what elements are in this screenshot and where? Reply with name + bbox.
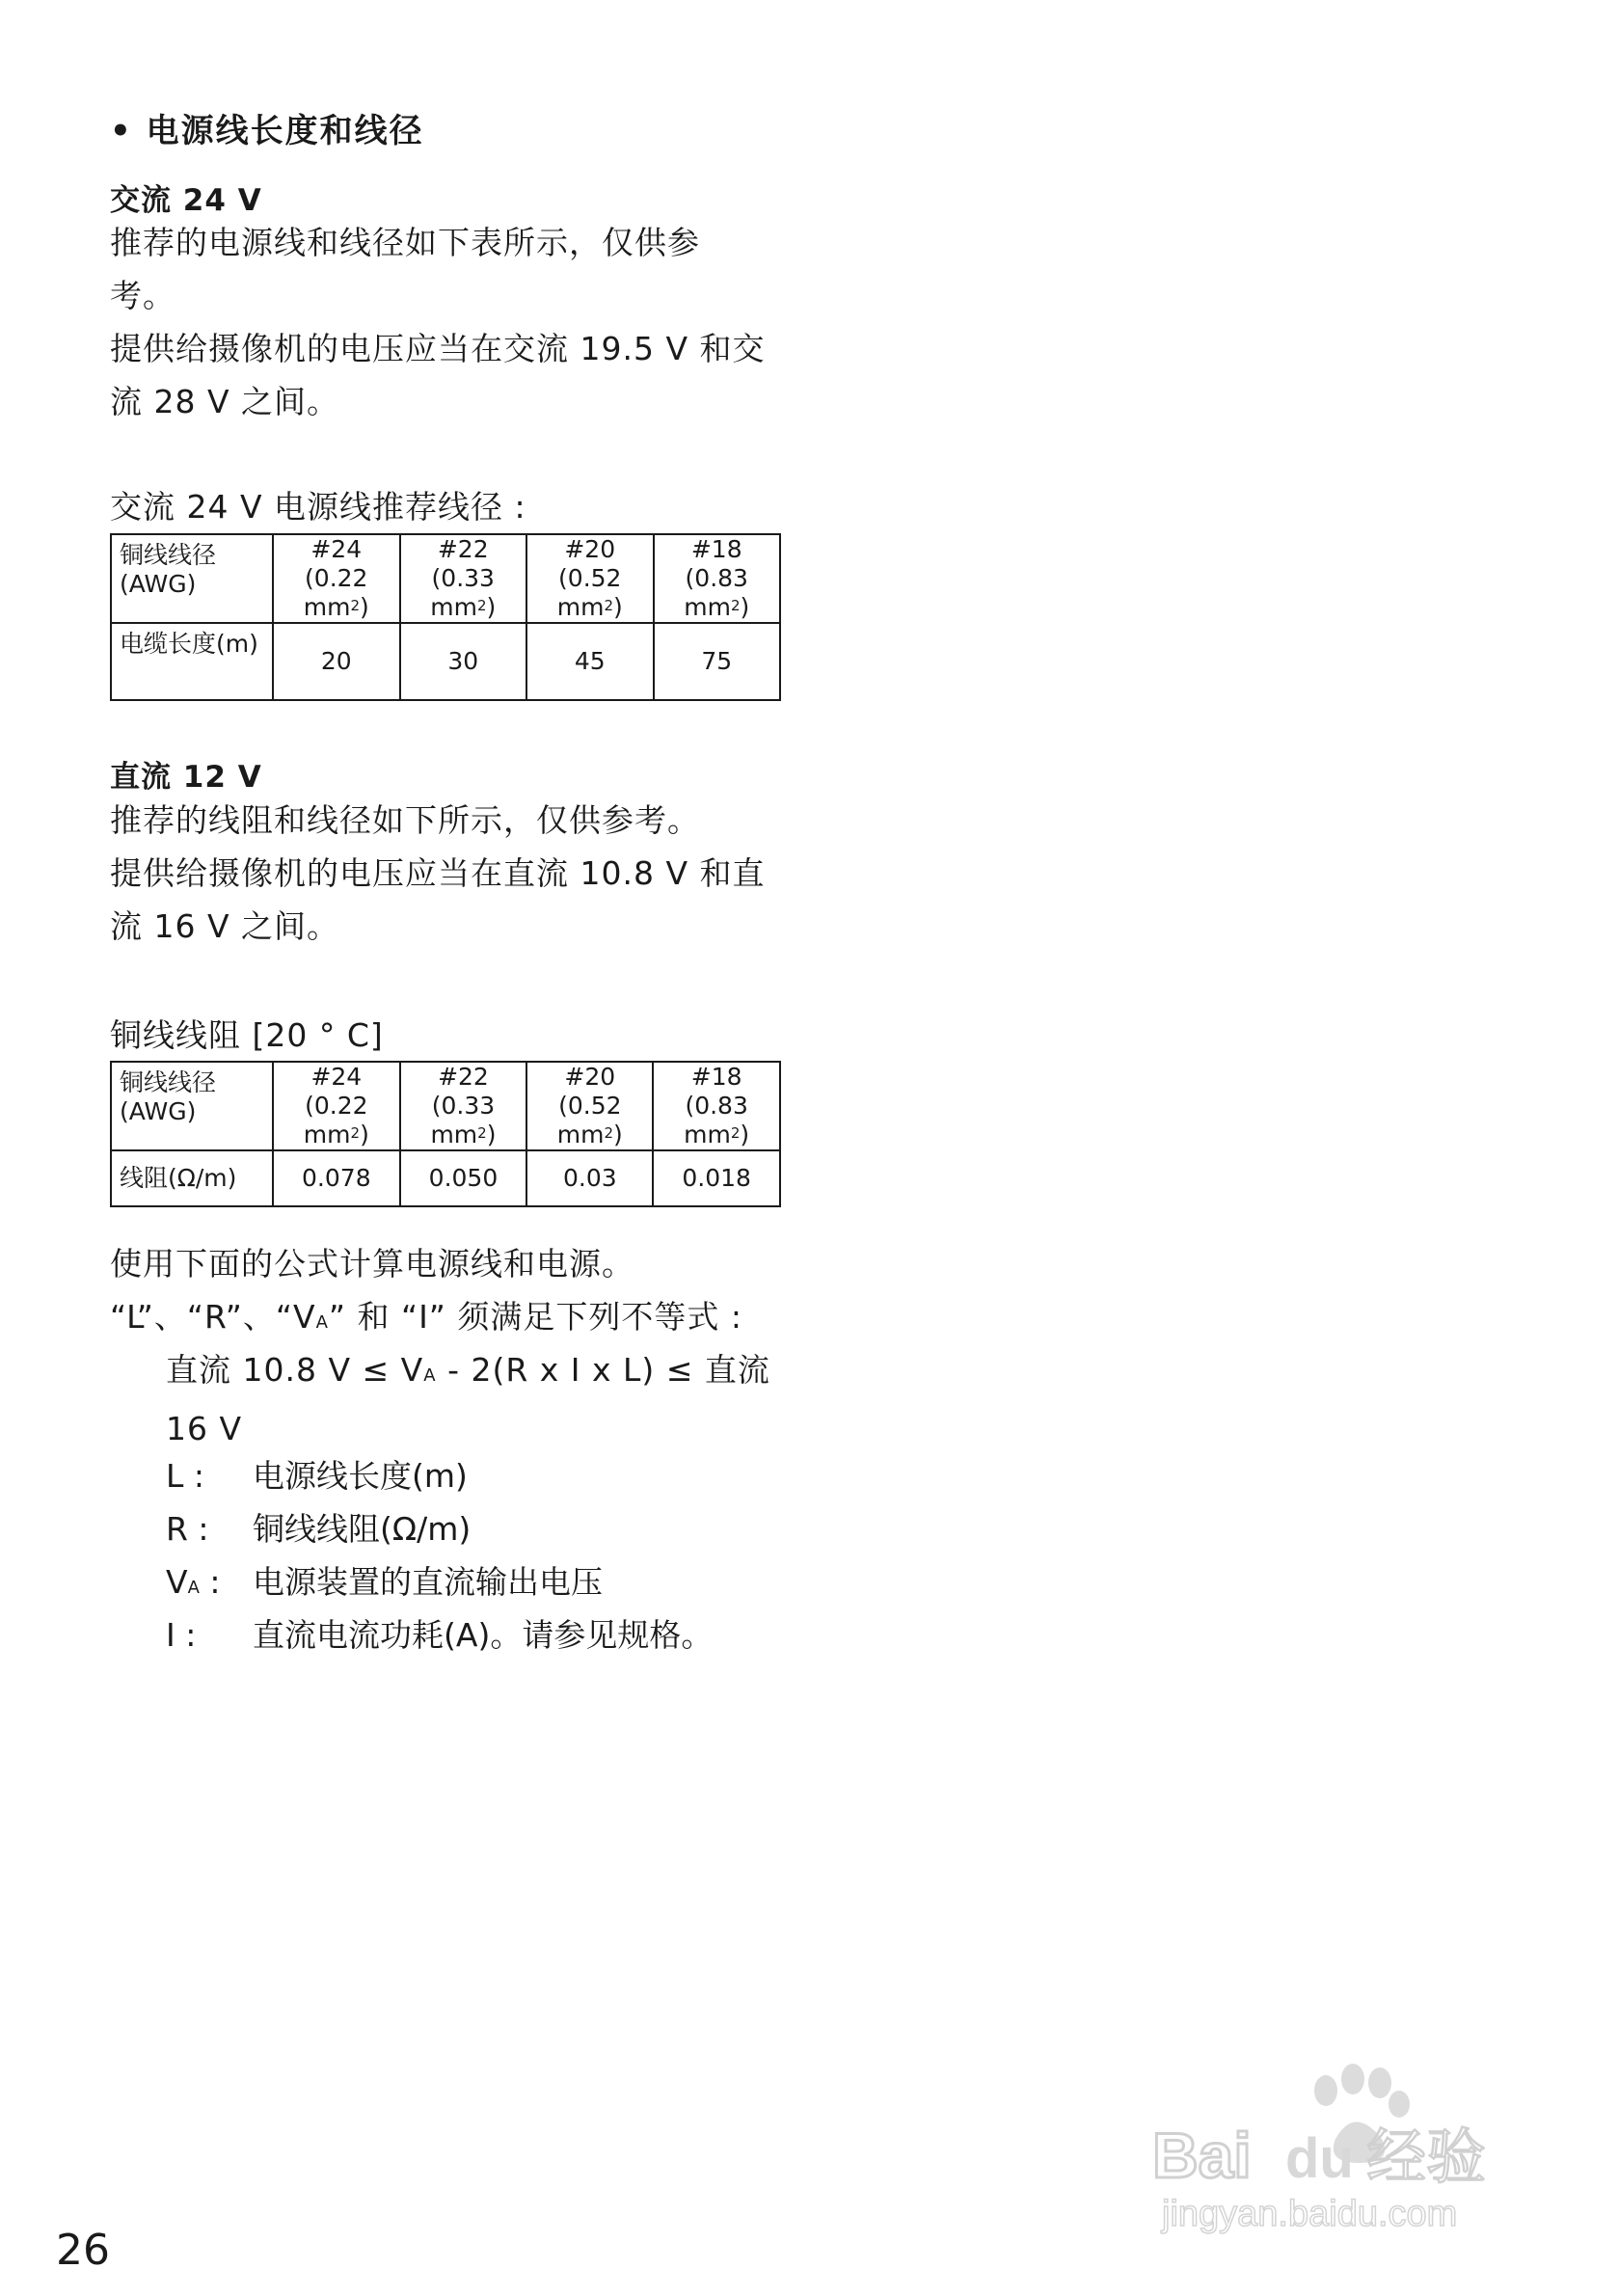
section-title: • 电源线长度和线径 xyxy=(110,112,424,150)
dc-resistance-table xyxy=(110,1061,781,1207)
formula-intro: 使用下面的公式计算电源线和电源。 xyxy=(110,1245,634,1283)
table-row xyxy=(111,623,780,700)
dc-line-2: 提供给摄像机的电压应当在直流 10.8 V 和直 xyxy=(110,854,766,892)
ac-paragraph xyxy=(110,216,785,428)
formula-condition: “L”、“R”、“VA” 和 “I” 须满足下列不等式 : xyxy=(110,1298,743,1336)
inequality-line-2: 16 V xyxy=(166,1410,243,1447)
resistance-label: 线阻(Ω/m) xyxy=(111,1150,273,1206)
gauge-cell: #24 (0.22 $mm^2$) xyxy=(273,1062,400,1150)
gauge-cell: #18 (0.83 $mm^2$) xyxy=(654,534,781,623)
table-row xyxy=(111,1062,780,1150)
list-item: I : 直流电流功耗(A)。请参见规格。 xyxy=(166,1616,714,1654)
awg-label-sub: (AWG) xyxy=(120,1097,197,1125)
table-cell-header xyxy=(111,1062,273,1150)
watermark-brand: Bai xyxy=(1152,2120,1252,2191)
dc-table-caption: 铜线线阻 [20 ° C] xyxy=(110,1016,384,1054)
gauge-cell: #22 (0.33 $mm^2$) xyxy=(400,534,527,623)
ac-line-1: 推荐的电源线和线径如下表所示，仅供参 xyxy=(110,224,700,261)
definition-list xyxy=(166,1449,713,1661)
awg-label: 铜线线径 xyxy=(120,541,217,569)
gauge-cell: #22 (0.33 $mm^2$) xyxy=(400,1062,527,1150)
awg-label-sub: (AWG) xyxy=(120,570,197,598)
list-item: R : 铜线线阻(Ω/m) xyxy=(166,1510,472,1548)
ac-heading: 交流 24 V xyxy=(110,183,262,218)
ac-table-caption: 交流 24 V 电源线推荐线径 : xyxy=(110,488,526,526)
length-cell: 45 xyxy=(526,623,654,700)
resistance-cell: 0.078 xyxy=(273,1150,400,1206)
dc-line-3: 流 16 V 之间。 xyxy=(110,907,340,945)
resistance-cell: 0.03 xyxy=(526,1150,653,1206)
gauge-cell: #20 (0.52 $mm^2$) xyxy=(526,534,654,623)
ac-cable-table xyxy=(110,533,781,701)
length-cell: 75 xyxy=(654,623,781,700)
dc-heading: 直流 12 V xyxy=(110,760,262,795)
dc-line-1: 推荐的线阻和线径如下所示，仅供参考。 xyxy=(110,801,700,839)
table-row xyxy=(111,534,780,623)
page-number: 26 xyxy=(56,2226,110,2275)
gauge-cell: #20 (0.52 $mm^2$) xyxy=(526,1062,653,1150)
resistance-cell: 0.018 xyxy=(653,1150,780,1206)
inequality xyxy=(166,1343,770,1455)
awg-label: 铜线线径 xyxy=(120,1068,217,1096)
watermark-url: jingyan.baidu.com xyxy=(1162,2194,1458,2234)
inequality-line-1: 直流 10.8 V ≤ VA - 2(R x I x L) ≤ 直流 xyxy=(166,1351,770,1389)
table-row xyxy=(111,1150,780,1206)
list-item: VA : 电源装置的直流输出电压 xyxy=(166,1563,603,1601)
formula-intro-block xyxy=(110,1237,785,1349)
length-label: 电缆长度(m) xyxy=(111,623,273,700)
dc-paragraph xyxy=(110,794,785,953)
watermark-brand-du: du xyxy=(1285,2127,1354,2190)
ac-line-4: 流 28 V 之间。 xyxy=(110,383,340,420)
table-cell-header xyxy=(111,534,273,623)
length-cell: 20 xyxy=(273,623,400,700)
ac-line-2: 考。 xyxy=(110,277,175,314)
baidu-jingyan-watermark xyxy=(1152,2042,1548,2235)
resistance-cell: 0.050 xyxy=(400,1150,527,1206)
length-cell: 30 xyxy=(400,623,527,700)
list-item: L : 电源线长度(m) xyxy=(166,1457,468,1495)
ac-line-3: 提供给摄像机的电压应当在交流 19.5 V 和交 xyxy=(110,330,766,367)
watermark-cn: 经验 xyxy=(1366,2121,1487,2192)
gauge-cell: #18 (0.83 $mm^2$) xyxy=(653,1062,780,1150)
gauge-cell: #24 (0.22 $mm^2$) xyxy=(273,534,400,623)
